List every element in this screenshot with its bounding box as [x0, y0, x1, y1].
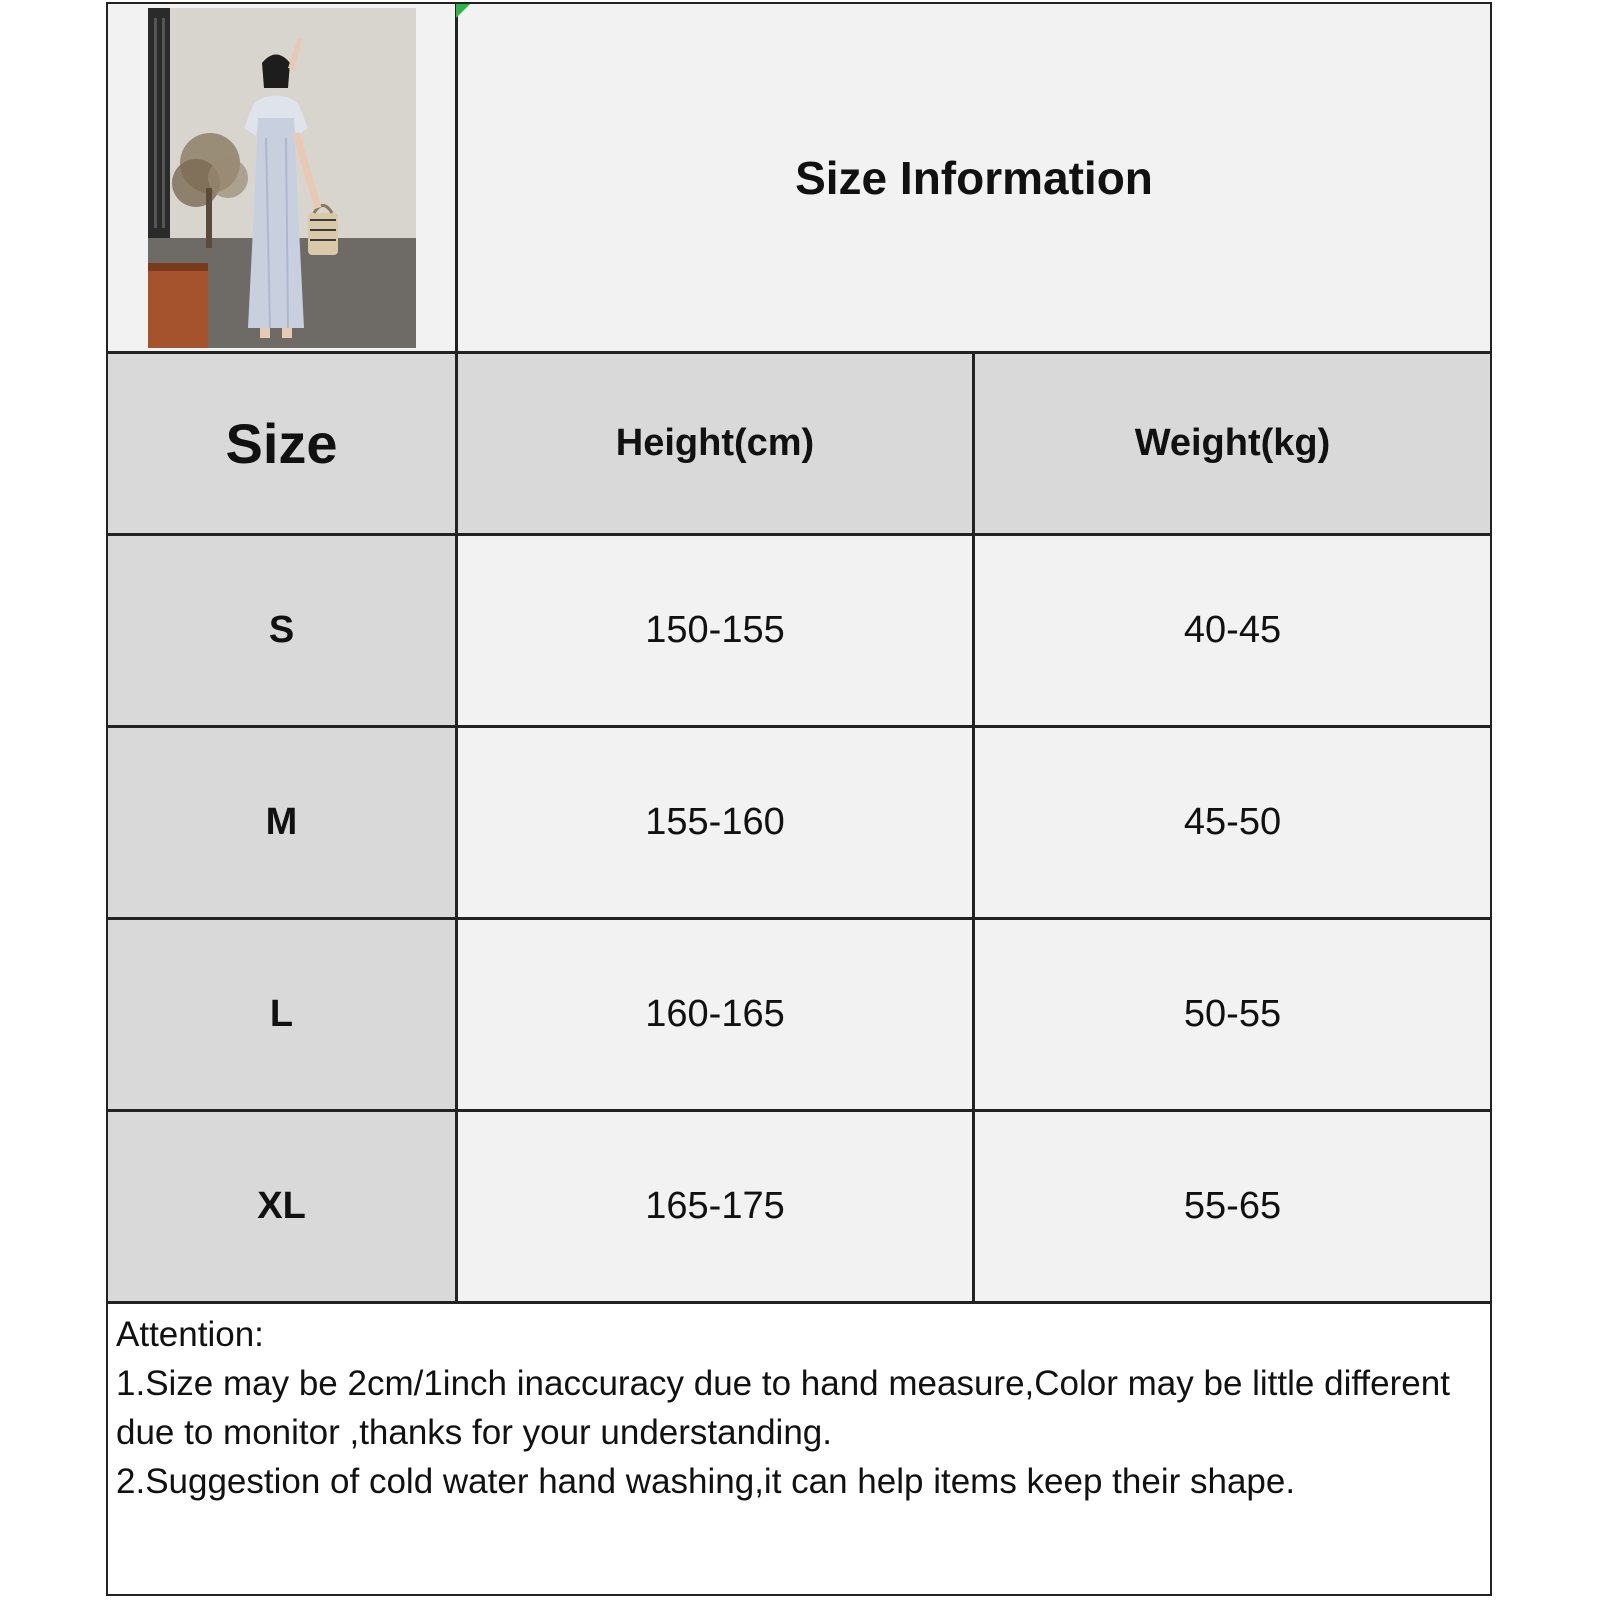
column-header-label: Size	[225, 412, 338, 475]
weight-value: 50-55	[1183, 993, 1282, 1035]
size-value: XL	[257, 1185, 306, 1227]
height-cell	[458, 536, 975, 728]
height-value: 160-165	[645, 993, 785, 1035]
height-value: 150-155	[645, 609, 785, 651]
size-value: S	[268, 609, 295, 651]
note-line: 2.Suggestion of cold water hand washing,it can help items keep their shape.	[116, 1462, 1296, 1501]
attention-notes	[108, 1304, 1490, 1594]
cell-marker	[456, 4, 470, 18]
size-cell	[108, 536, 458, 728]
page-title: Size Information	[795, 151, 1153, 204]
size-value: L	[269, 993, 294, 1035]
column-header-label: Height(cm)	[615, 422, 815, 464]
height-value: 155-160	[645, 801, 785, 843]
size-cell	[108, 1112, 458, 1304]
photo-cell	[108, 4, 458, 354]
size-value: M	[265, 801, 298, 843]
weight-value: 55-65	[1183, 1185, 1282, 1227]
column-header-size	[108, 354, 458, 536]
height-cell	[458, 1112, 975, 1304]
weight-cell	[975, 920, 1490, 1112]
note-line: 1.Size may be 2cm/1inch inaccuracy due to hand measure,Color may be little different due to monitor ,thanks for your understanding.	[116, 1364, 1450, 1452]
weight-cell	[975, 728, 1490, 920]
weight-value: 45-50	[1183, 801, 1282, 843]
size-chart	[106, 2, 1492, 1596]
column-header-weight	[975, 354, 1490, 536]
weight-cell	[975, 536, 1490, 728]
column-header-label: Weight(kg)	[1134, 422, 1331, 464]
column-header-height	[458, 354, 975, 536]
height-cell	[458, 920, 975, 1112]
height-value: 165-175	[645, 1185, 785, 1227]
size-cell	[108, 728, 458, 920]
model-photo	[148, 8, 416, 348]
title-cell	[458, 4, 1490, 354]
notes-heading: Attention:	[116, 1315, 264, 1354]
size-cell	[108, 920, 458, 1112]
weight-value: 40-45	[1183, 609, 1282, 651]
height-cell	[458, 728, 975, 920]
weight-cell	[975, 1112, 1490, 1304]
